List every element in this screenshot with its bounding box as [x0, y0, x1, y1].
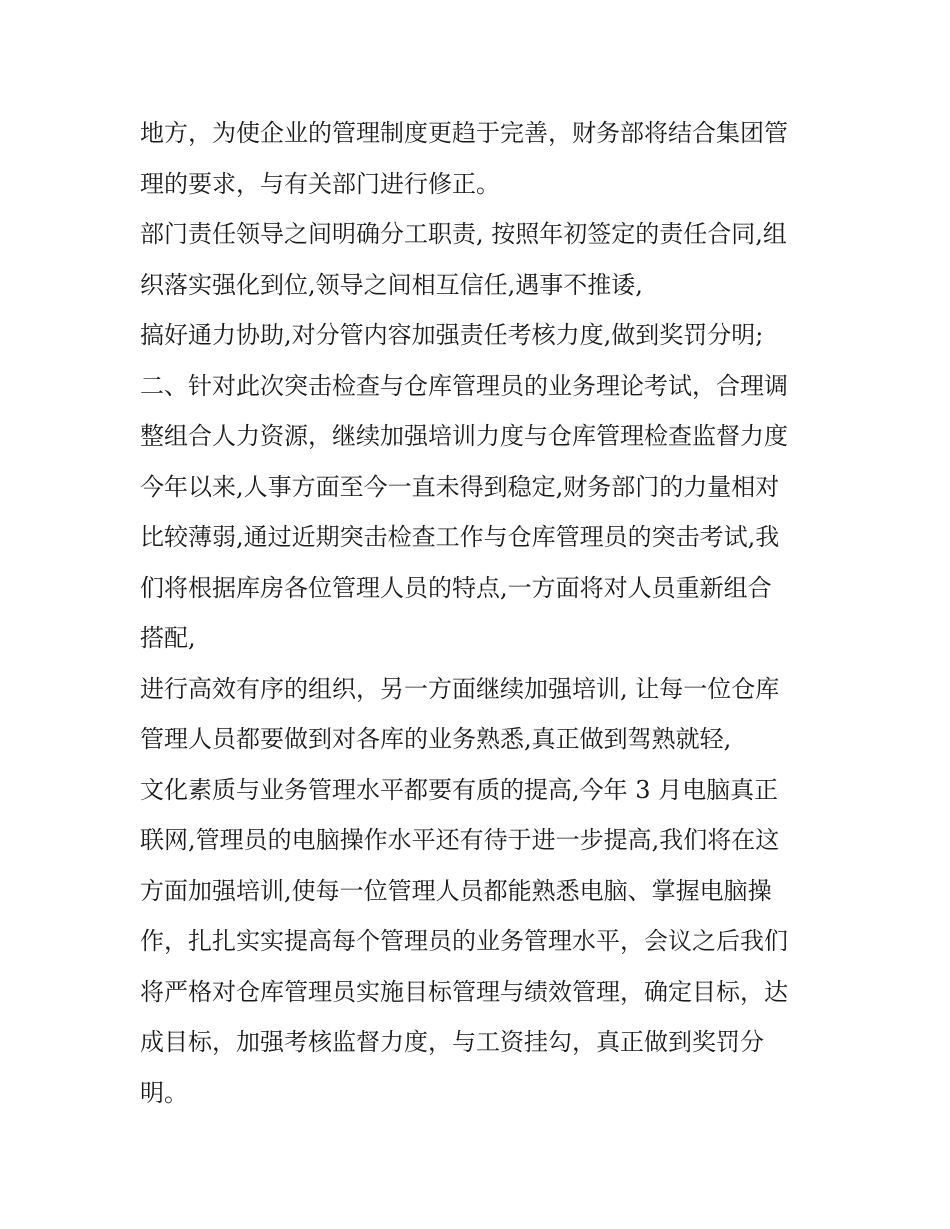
text-line: 联网,管理员的电脑操作水平还有待于进一步提高,我们将在这: [140, 826, 780, 854]
text-line: 将严格对仓库管理员实施目标管理与绩效管理，确定目标，达: [140, 977, 788, 1006]
text-line: 理的要求，与有关部门进行修正。: [140, 169, 500, 198]
text-line: 搭配,: [140, 624, 196, 652]
text-line: 进行高效有序的组织，另一方面继续加强培训, 让每一位仓库: [140, 674, 780, 703]
text-line: 作，扎扎实实提高每个管理员的业务管理水平，会议之后我们: [140, 927, 788, 955]
text-line: 部门责任领导之间明确分工职责, 按照年初签定的责任合同,组: [140, 220, 787, 248]
text-line: 方面加强培训,使每一位管理人员都能熟悉电脑、掌握电脑操: [140, 876, 772, 905]
text-line: 搞好通力协助,对分管内容加强责任考核力度,做到奖罚分明;: [140, 321, 764, 349]
text-line: 文化素质与业务管理水平都要有质的提高,今年 3 月电脑真正: [140, 775, 779, 804]
text-line: 们将根据库房各位管理人员的特点,一方面将对人员重新组合: [140, 573, 772, 602]
text-line: 比较薄弱,通过近期突击检查工作与仓库管理员的突击考试,我: [140, 523, 780, 551]
text-line: 地方，为使企业的管理制度更趋于完善，财务部将结合集团管: [140, 119, 788, 147]
text-line: 二、针对此次突击检查与仓库管理员的业务理论考试，合理调: [140, 371, 788, 400]
text-line: 织落实强化到位,领导之间相互信任,遇事不推诿,: [140, 270, 643, 299]
text-line: 整组合人力资源，继续加强培训力度与仓库管理检查监督力度: [140, 422, 788, 450]
document-body: [140, 108, 820, 1118]
text-line: 今年以来,人事方面至今一直未得到稳定,财务部门的力量相对: [140, 472, 780, 501]
text-line: 管理人员都要做到对各库的业务熟悉,真正做到驾熟就轻,: [140, 725, 732, 753]
text-line: 明。: [140, 1078, 188, 1107]
text-line: 成目标，加强考核监督力度，与工资挂勾，真正做到奖罚分: [140, 1028, 764, 1056]
